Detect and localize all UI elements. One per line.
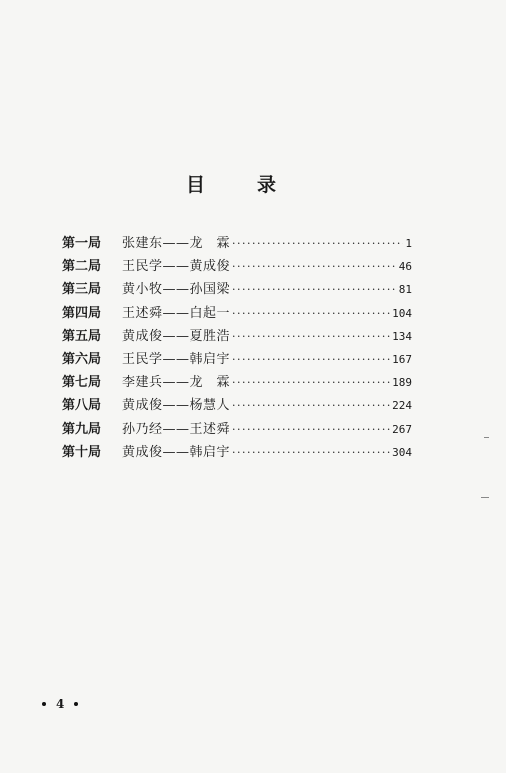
toc-chapter: 第八局 xyxy=(62,398,102,414)
toc-list xyxy=(62,232,412,464)
toc-entry xyxy=(62,325,412,348)
toc-chapter: 第六局 xyxy=(62,351,102,367)
scan-speck xyxy=(484,437,489,438)
toc-title-char-2: 录 xyxy=(256,174,276,196)
toc-chapter: 第三局 xyxy=(62,282,102,298)
toc-leader-dots xyxy=(232,325,390,348)
toc-page-number: 167 xyxy=(392,352,412,366)
toc-page-number: 224 xyxy=(392,399,412,413)
toc-chapter: 第四局 xyxy=(62,305,102,321)
toc-players: 黄成俊——韩启宇 xyxy=(122,444,231,460)
toc-chapter: 第二局 xyxy=(62,259,102,275)
toc-leader-dots xyxy=(232,302,390,325)
page-folio xyxy=(42,697,78,711)
toc-leader-dots xyxy=(232,255,397,278)
toc-leader-dots xyxy=(232,418,390,441)
toc-page-number: 304 xyxy=(392,445,412,459)
toc-leader-dots xyxy=(232,348,390,371)
toc-page-number: 104 xyxy=(392,306,412,320)
toc-entry xyxy=(62,371,412,394)
toc-page-number: 1 xyxy=(405,237,412,250)
folio-dot-left-icon xyxy=(42,702,46,706)
toc-entry xyxy=(62,255,412,278)
toc-players: 张建东——龙 霖 xyxy=(122,236,231,251)
toc-chapter: 第一局 xyxy=(62,236,102,251)
toc-page-number: 46 xyxy=(398,260,412,274)
toc-players: 王述舜——白起一 xyxy=(122,305,231,321)
toc-players: 黄成俊——杨慧人 xyxy=(122,398,231,414)
toc-players: 李建兵——龙 霖 xyxy=(122,375,231,391)
toc-entry xyxy=(62,348,412,371)
toc-entry xyxy=(62,441,412,464)
toc-leader-dots xyxy=(232,394,390,417)
toc-entry xyxy=(62,394,412,417)
toc-chapter: 第五局 xyxy=(62,328,102,344)
toc-leader-dots xyxy=(232,278,397,301)
toc-players: 黄成俊——夏胜浩 xyxy=(122,328,231,344)
toc-players: 王民学——黄成俊 xyxy=(122,259,231,275)
toc-page-number: 81 xyxy=(398,283,412,297)
toc-leader-dots xyxy=(232,232,403,255)
scan-speck xyxy=(481,497,489,498)
folio-page-number: 4 xyxy=(56,697,65,711)
toc-entry xyxy=(62,278,412,301)
toc-page-number: 267 xyxy=(392,422,412,436)
toc-players: 黄小牧——孙国梁 xyxy=(122,282,231,298)
toc-entry xyxy=(62,418,412,441)
toc-title xyxy=(186,170,276,197)
toc-chapter: 第九局 xyxy=(62,421,102,437)
toc-leader-dots xyxy=(232,371,390,394)
toc-page-number: 134 xyxy=(392,329,412,343)
toc-chapter: 第十局 xyxy=(62,444,102,460)
toc-players: 王民学——韩启宇 xyxy=(122,351,231,367)
toc-chapter: 第七局 xyxy=(62,375,102,391)
toc-title-char-1: 目 xyxy=(186,174,206,196)
toc-entry xyxy=(62,232,412,255)
toc-leader-dots xyxy=(232,441,390,464)
toc-page-number: 189 xyxy=(392,376,412,390)
toc-entry xyxy=(62,302,412,325)
folio-dot-right-icon xyxy=(74,702,78,706)
toc-players: 孙乃经——王述舜 xyxy=(122,421,231,437)
